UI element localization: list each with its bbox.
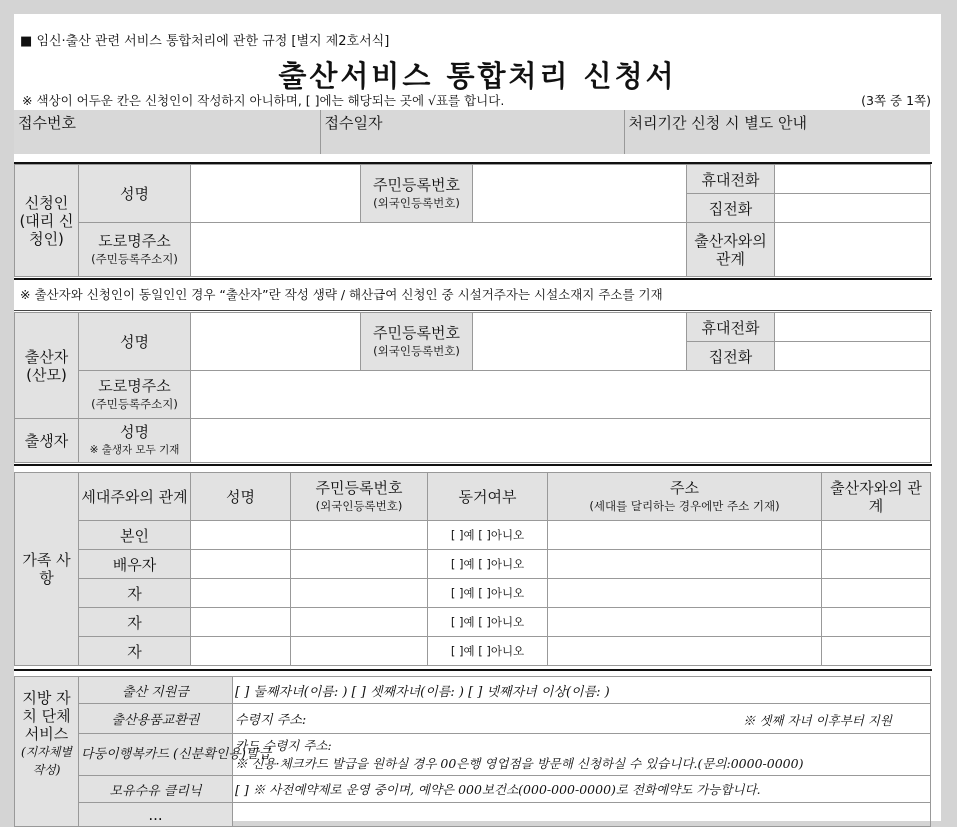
- instruction-note: ※ 색상이 어두운 칸은 신청인이 작성하지 아니하며, [ ]에는 해당되는 곳에 √표를 합니다.: [22, 93, 505, 108]
- applicant-name-label: 성명: [79, 165, 191, 223]
- family-header-row: [15, 473, 931, 521]
- service-label-clinic: 모유수유 클리닉: [79, 776, 233, 803]
- applicant-address-sub: (주민등록주소지): [91, 251, 178, 266]
- local-services-section-label: 지방 자치 단체 서비스: [22, 689, 71, 743]
- mother-rrn-label: 주민등록번호: [373, 323, 460, 342]
- newborn-name-label: 성명: [120, 422, 149, 441]
- family-col-mother-relation: 출산자와의 관계: [822, 473, 931, 521]
- mother-name-field[interactable]: [191, 313, 361, 371]
- applicant-rrn-field[interactable]: [473, 165, 687, 223]
- section-divider: [14, 464, 932, 466]
- mother-address-sub: (주민등록주소지): [91, 396, 178, 411]
- table-row: [15, 521, 931, 550]
- family-row-address-field[interactable]: [548, 579, 822, 608]
- local-services-table: [14, 676, 931, 827]
- service-voucher-note: ※ 셋째 자녀 이후부터 지원: [742, 713, 892, 728]
- section-divider: [14, 669, 932, 671]
- family-row-relation-field[interactable]: [822, 579, 931, 608]
- family-row-relation: 자: [79, 637, 191, 666]
- family-col-cohabit: 동거여부: [428, 473, 548, 521]
- applicant-address-label: 도로명주소: [98, 231, 171, 250]
- family-row-address-field[interactable]: [548, 521, 822, 550]
- reception-date-field[interactable]: 접수일자: [320, 110, 624, 154]
- processing-period: 처리기간 신청 시 별도 안내: [624, 110, 930, 154]
- applicant-rrn-label: 주민등록번호: [373, 175, 460, 194]
- mother-address-field[interactable]: [191, 371, 931, 419]
- newborn-section-label: 출생자: [15, 419, 79, 463]
- applicant-table: [14, 164, 931, 277]
- mother-address-label: 도로명주소: [98, 376, 171, 395]
- family-row-rrn-field[interactable]: [291, 521, 428, 550]
- applicant-section-label: 신청인 (대리 신청인): [15, 165, 79, 277]
- table-row: [15, 550, 931, 579]
- service-label-more: ...: [79, 803, 233, 827]
- applicant-address-field[interactable]: [191, 223, 687, 277]
- service-birth-grant-options[interactable]: [ ] 둘째자녀(이름: ) [ ] 셋째자녀(이름: ) [ ] 넷째자녀 이상(이름: ): [233, 677, 931, 704]
- section-divider: [14, 310, 932, 311]
- family-row-relation: 배우자: [79, 550, 191, 579]
- section-divider: [14, 278, 932, 280]
- applicant-foreign-label: (외국인등록번호): [373, 195, 460, 210]
- applicant-name-field[interactable]: [191, 165, 361, 223]
- service-voucher-address[interactable]: 수령지 주소:: [235, 713, 307, 728]
- family-section-label: 가족 사항: [15, 473, 79, 666]
- square-bullet-icon: ■: [20, 34, 33, 49]
- form-title: 출산서비스 통합처리 신청서: [278, 59, 677, 93]
- family-row-relation-field[interactable]: [822, 521, 931, 550]
- mother-table: [14, 312, 931, 419]
- applicant-mobile-field[interactable]: [775, 165, 931, 194]
- family-table: [14, 472, 931, 666]
- family-row-relation-field[interactable]: [822, 550, 931, 579]
- service-card-address[interactable]: 카드 수령지 주소:: [235, 737, 332, 753]
- cohabit-checkbox[interactable]: [ ]예 [ ]아니오: [428, 521, 548, 550]
- mother-foreign-label: (외국인등록번호): [373, 343, 460, 358]
- family-row-rrn-field[interactable]: [291, 608, 428, 637]
- family-row-name-field[interactable]: [191, 637, 291, 666]
- mother-name-label: 성명: [79, 313, 191, 371]
- form-page: [14, 14, 941, 824]
- cohabit-checkbox[interactable]: [ ]예 [ ]아니오: [428, 579, 548, 608]
- family-row-relation-field[interactable]: [822, 637, 931, 666]
- family-row-relation-field[interactable]: [822, 608, 931, 637]
- family-row-address-field[interactable]: [548, 550, 822, 579]
- applicant-mobile-label: 휴대전화: [687, 165, 775, 194]
- cohabit-checkbox[interactable]: [ ]예 [ ]아니오: [428, 637, 548, 666]
- service-clinic-info[interactable]: [ ] ※ 사전예약제로 운영 중이며, 예약은 000보건소(000-000-0000)로 전화예약도 가능합니다.: [233, 776, 931, 803]
- family-row-relation: 본인: [79, 521, 191, 550]
- local-services-section-sub: (지자체별 작성): [20, 745, 73, 777]
- regulation-text: 임신·출산 관련 서비스 통합처리에 관한 규정 [별지 제2호서식]: [36, 34, 390, 49]
- family-row-name-field[interactable]: [191, 550, 291, 579]
- mother-mobile-label: 휴대전화: [687, 313, 775, 342]
- family-col-address: 주소: [670, 478, 699, 497]
- table-row: [15, 579, 931, 608]
- mother-note: ※ 출산자와 신청인이 동일인인 경우 “출산자”란 작성 생략 / 해산급여 신청인 중 시설거주자는 시설소재지 주소를 기재: [20, 287, 663, 302]
- mother-home-phone-label: 집전화: [687, 342, 775, 371]
- service-label-card: 다둥이행복카드 (신분확인용)발급: [79, 734, 233, 776]
- service-card-note: ※ 신용·체크카드 발급을 원하실 경우 00은행 영업점을 방문해 신청하실 수 있습니다.(문의:0000-0000): [235, 755, 804, 771]
- family-row-address-field[interactable]: [548, 637, 822, 666]
- newborn-table: [14, 418, 931, 463]
- family-row-relation: 자: [79, 608, 191, 637]
- reception-table: [14, 110, 930, 154]
- mother-mobile-field[interactable]: [775, 313, 931, 342]
- family-row-address-field[interactable]: [548, 608, 822, 637]
- form-regulation-header: [20, 30, 389, 49]
- mother-section-label: 출산자 (산모): [15, 313, 79, 419]
- family-col-name: 성명: [191, 473, 291, 521]
- service-label-birth-grant: 출산 지원금: [79, 677, 233, 704]
- family-row-relation: 자: [79, 579, 191, 608]
- applicant-home-phone-label: 집전화: [687, 194, 775, 223]
- table-row: [15, 608, 931, 637]
- service-more-field: [233, 803, 931, 827]
- family-row-rrn-field[interactable]: [291, 637, 428, 666]
- newborn-name-field[interactable]: [191, 419, 931, 463]
- family-col-rrn: 주민등록번호: [315, 478, 403, 497]
- applicant-relation-field[interactable]: [775, 223, 931, 277]
- applicant-home-phone-field[interactable]: [775, 194, 931, 223]
- family-row-rrn-field[interactable]: [291, 550, 428, 579]
- mother-rrn-field[interactable]: [473, 313, 687, 371]
- page-indicator: (3쪽 중 1쪽): [861, 93, 931, 108]
- family-col-relation: 세대주와의 관계: [79, 473, 191, 521]
- family-row-name-field[interactable]: [191, 579, 291, 608]
- family-row-rrn-field[interactable]: [291, 579, 428, 608]
- cohabit-checkbox[interactable]: [ ]예 [ ]아니오: [428, 608, 548, 637]
- applicant-relation-label: 출산자와의 관계: [687, 223, 775, 277]
- newborn-name-note: ※ 출생자 모두 기재: [89, 443, 180, 456]
- table-row: [15, 637, 931, 666]
- family-col-address-sub: (세대를 달리하는 경우에만 주소 기재): [589, 498, 780, 513]
- family-col-rrn-sub: (외국인등록번호): [315, 498, 403, 513]
- family-row-name-field[interactable]: [191, 608, 291, 637]
- reception-number-field[interactable]: 접수번호: [18, 114, 76, 132]
- cohabit-checkbox[interactable]: [ ]예 [ ]아니오: [428, 550, 548, 579]
- service-label-voucher: 출산용품교환권: [79, 704, 233, 734]
- family-row-name-field[interactable]: [191, 521, 291, 550]
- mother-home-phone-field[interactable]: [775, 342, 931, 371]
